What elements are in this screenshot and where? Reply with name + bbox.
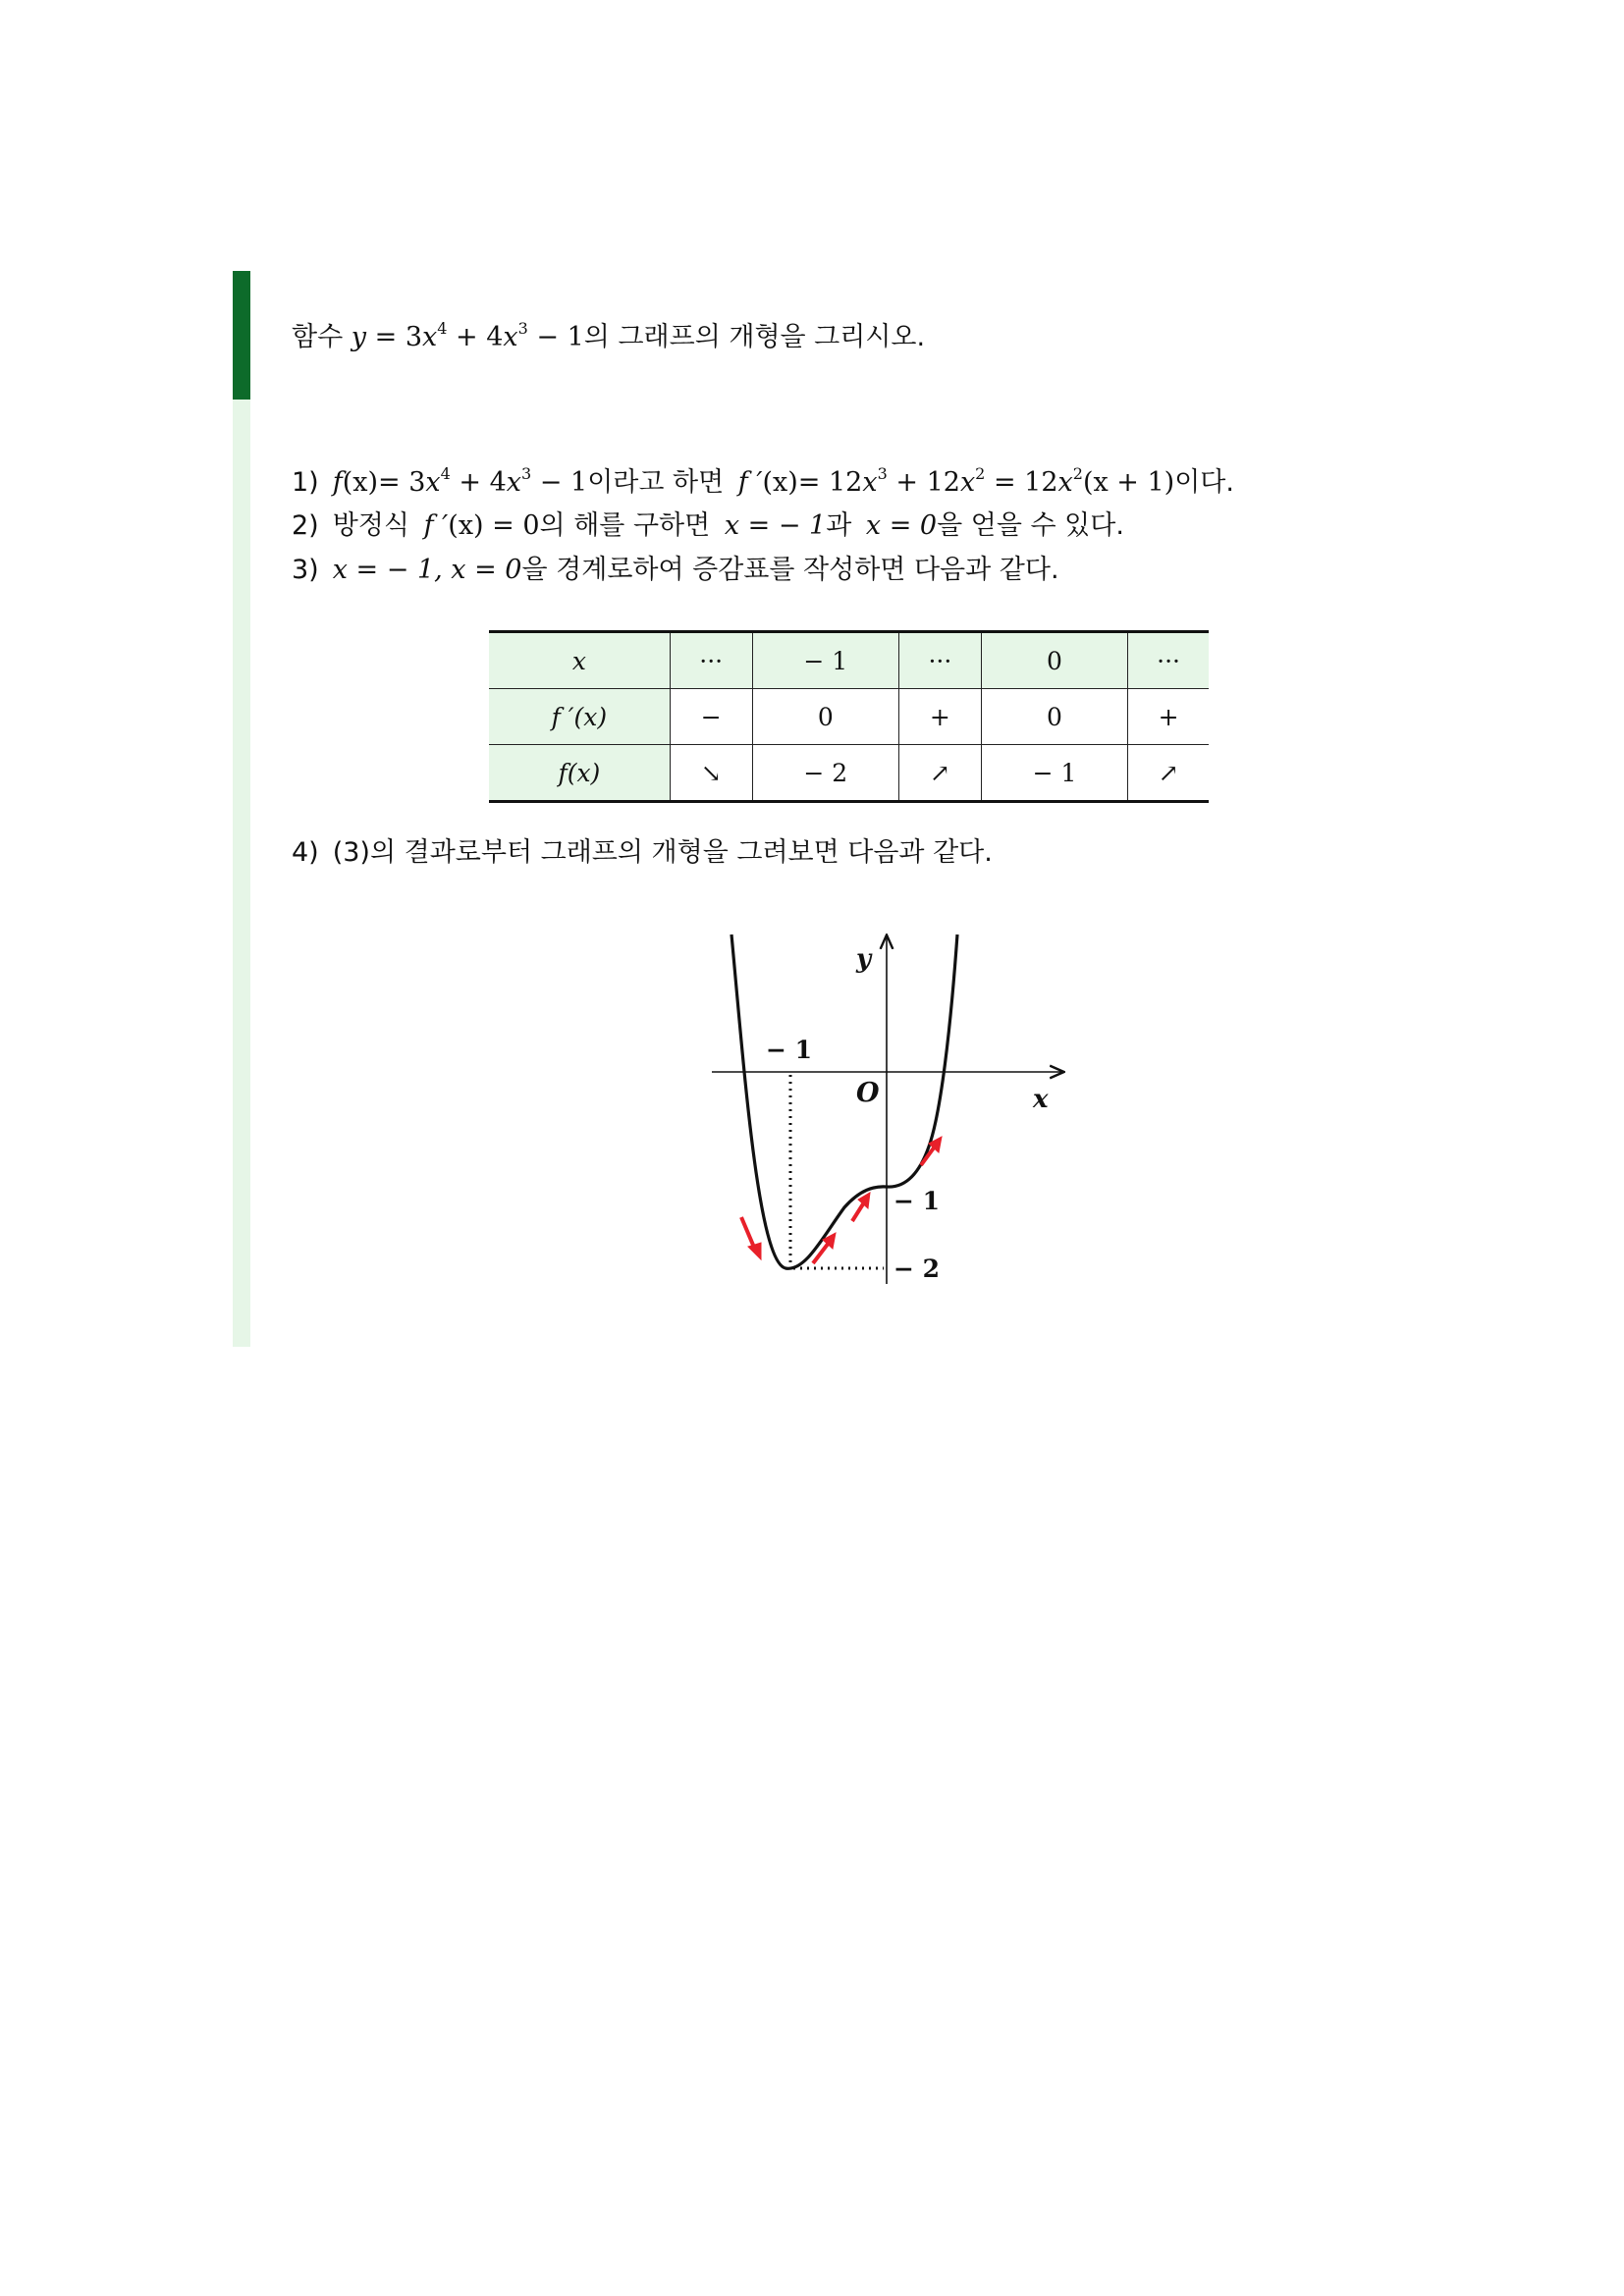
table-cell: − 1 xyxy=(981,745,1127,802)
table-cell: x xyxy=(489,632,670,689)
solution-step-2 xyxy=(292,508,1124,544)
s1-cx: x xyxy=(1057,467,1073,498)
q-y: y xyxy=(351,322,367,352)
solution-step-4 xyxy=(292,835,993,871)
s1-c: = 12 xyxy=(985,467,1058,498)
s1-eq1: = 3 xyxy=(378,467,426,498)
x-axis-label: x xyxy=(1033,1085,1049,1114)
table-row xyxy=(489,632,1209,689)
table-cell: − 2 xyxy=(752,745,898,802)
table-cell: ↗ xyxy=(898,745,981,802)
table-cell: + xyxy=(1128,689,1209,745)
s3-text: 을 경계로하여 증감표를 작성하면 다음과 같다. xyxy=(521,555,1059,585)
table-row xyxy=(489,745,1209,802)
s2-root2: x = 0 xyxy=(865,510,938,541)
y-tick-label-1: − 1 xyxy=(893,1187,941,1215)
table-cell: ··· xyxy=(1128,632,1209,689)
q-x2: x xyxy=(503,322,518,352)
q-p2: 3 xyxy=(517,319,528,338)
step-4-label: 4) xyxy=(292,837,319,868)
s2-text2: 의 해를 구하면 xyxy=(539,510,711,541)
s4-text: (3)의 결과로부터 그래프의 개형을 그려보면 다음과 같다. xyxy=(332,837,993,868)
s1-f: f xyxy=(332,467,343,498)
s1-p3: 3 xyxy=(521,464,532,483)
table-cell: f(x) xyxy=(489,745,670,802)
table-cell: ··· xyxy=(898,632,981,689)
table-cell: − 1 xyxy=(752,632,898,689)
table-cell: + xyxy=(898,689,981,745)
s2-fprime: f ′ xyxy=(423,510,449,541)
s1-f-arg: (x) xyxy=(342,467,379,498)
table-cell: f ′(x) xyxy=(489,689,670,745)
accent-bar-question xyxy=(233,271,250,400)
s1-bx: x xyxy=(959,467,976,498)
s1-d: (x + 1) xyxy=(1082,467,1175,498)
s2-fprime-rest: (x) = 0 xyxy=(448,510,540,541)
s2-text4: 을 얻을 수 있다. xyxy=(937,510,1124,541)
step-1-label: 1) xyxy=(292,467,319,498)
y-tick-label-2: − 2 xyxy=(893,1255,941,1283)
s3-cond: x = − 1, x = 0 xyxy=(332,555,522,585)
step-2-label: 2) xyxy=(292,510,319,541)
s1-pc: 2 xyxy=(1072,464,1083,483)
function-curve xyxy=(731,934,957,1268)
s1-text2: 이다. xyxy=(1174,467,1234,498)
table-cell: ↗ xyxy=(1128,745,1209,802)
accent-bar-solution xyxy=(233,400,250,1347)
q-plus4: + 4 xyxy=(447,322,504,352)
s1-a: x xyxy=(862,467,878,498)
table-cell: 0 xyxy=(981,689,1127,745)
q-minus1: − 1 xyxy=(527,322,584,352)
x-tick-label: − 1 xyxy=(766,1036,813,1064)
s1-pa: 3 xyxy=(877,464,888,483)
increase-decrease-table xyxy=(489,630,1209,803)
s1-fprime: f ′ xyxy=(737,467,763,498)
table-cell: 0 xyxy=(752,689,898,745)
question-prefix: 함수 xyxy=(292,322,344,352)
s1-x4: x xyxy=(425,467,441,498)
s1-eq2: = 12 xyxy=(797,467,863,498)
q-x1: x xyxy=(422,322,438,352)
function-graph xyxy=(707,923,1070,1286)
decreasing-arrow-icon xyxy=(741,1217,761,1259)
origin-label: O xyxy=(856,1078,880,1108)
step-3-label: 3) xyxy=(292,555,319,585)
q-eq: = 3 xyxy=(366,322,422,352)
table-cell: ··· xyxy=(670,632,752,689)
table-cell: − xyxy=(670,689,752,745)
table-cell: ↘ xyxy=(670,745,752,802)
s1-fprime-arg: (x) xyxy=(762,467,798,498)
s1-pb: 2 xyxy=(975,464,986,483)
s2-text1: 방정식 xyxy=(332,510,409,541)
s1-b: + 12 xyxy=(887,467,960,498)
s1-p4: 4 xyxy=(440,464,451,483)
question-suffix: 의 그래프의 개형을 그리시오. xyxy=(583,322,926,352)
s1-text1: 이라고 하면 xyxy=(587,467,725,498)
s1-plus: + 4 xyxy=(450,467,507,498)
q-p1: 4 xyxy=(437,319,448,338)
s2-text3: 과 xyxy=(826,510,852,541)
s2-root1: x = − 1 xyxy=(724,510,827,541)
table-row xyxy=(489,689,1209,745)
y-axis-label: y xyxy=(856,944,872,974)
s1-minus: − 1 xyxy=(531,467,588,498)
table-cell: 0 xyxy=(981,632,1127,689)
solution-step-3 xyxy=(292,553,1059,588)
solution-step-1 xyxy=(292,465,1234,501)
s1-x3: x xyxy=(506,467,522,498)
question-text xyxy=(292,320,925,355)
